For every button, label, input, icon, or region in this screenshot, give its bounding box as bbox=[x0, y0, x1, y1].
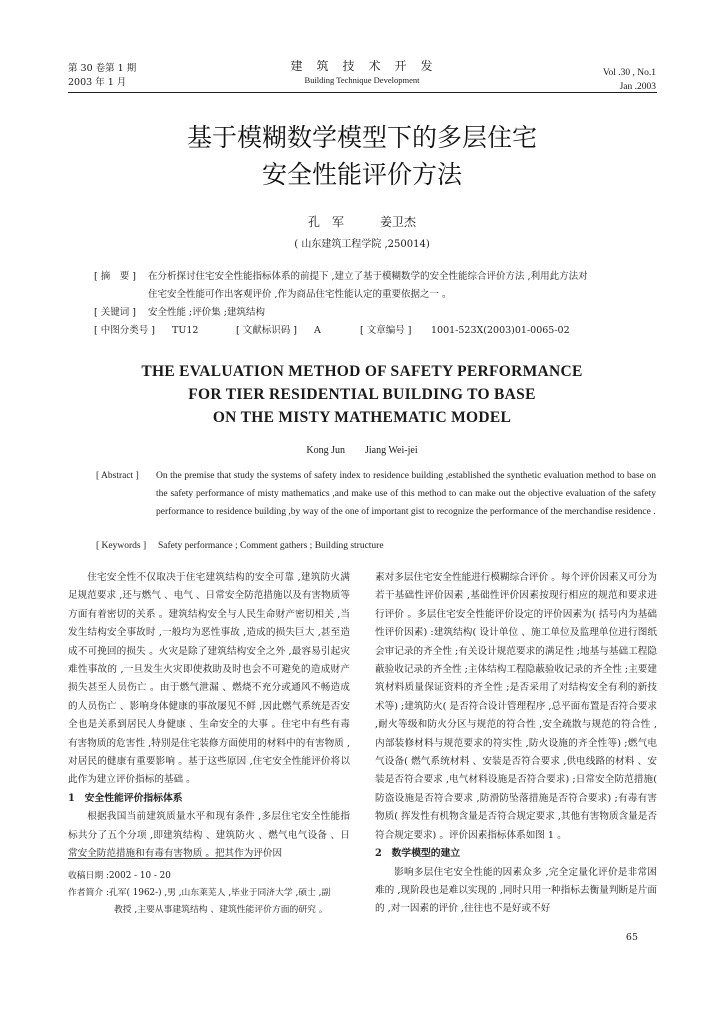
english-title-line-2: FOR TIER RESIDENTIAL BUILDING TO BASE bbox=[188, 386, 536, 403]
english-title-line-3: ON THE MISTY MATHEMATIC MODEL bbox=[212, 409, 512, 426]
body-left-column bbox=[68, 569, 350, 864]
footnote-rule bbox=[68, 858, 260, 859]
english-title-line-1: THE EVALUATION METHOD OF SAFETY PERFORMANCE bbox=[141, 363, 583, 380]
issue-volume-en: Vol .30 , No.1 bbox=[602, 68, 656, 78]
body-paragraph: 根据我国当前建筑质量水平和现有条件 ,多层住宅安全性能指标共分了五个分项 ,即建筑结构 、建筑防火 、燃气电气设备 、日常安全防范措施和有毒有害物质 。把其作为评价因 bbox=[68, 811, 350, 860]
body-paragraph: 住宅安全性不仅取决于住宅建筑结构的安全可靠 ,建筑防火满足规范要求 ,还与燃气 、电气 、日常安全防范措施以及有害物质等方面有着密切的关系 。建筑结构安全与人民生命财产密切相关 ,当发生结构安全事故时 ,一般均为恶性事故 ,造成的损失巨大 ,甚至造成不可挽回的损失 。火灾是除了建筑结构安全之外 ,最容易引起灾难性事故的 ,一旦发生火灾即使救助及时也会不可避免的造成财产损失甚至人员伤亡 。由于燃气泄漏 、燃烧不充分或通风不畅造成的人员伤亡 、影响身体健康的事故屡见不鲜 ,因此燃气系统是否安全也是关系到居民人身健康 、生命安全的大事 。住宅中有些有毒有害物质的危害性 ,特别是住宅装修方面使用的材料中的有害物质 ,对居民的健康有重要影响 。基于这些原因 ,住宅安全性能评价将以此作为建立评价指标的基础 。 bbox=[68, 572, 350, 786]
issue-info-en bbox=[603, 66, 656, 94]
article-id-value: 1001-523X(2003)01-0065-02 bbox=[431, 325, 570, 336]
authors-cn: 孔 军 姜卫杰 bbox=[307, 215, 416, 229]
body-paragraph: 影响多层住宅安全性能的因素众多 ,完全定量化评价是非常困难的 ,现阶段也是难以实现的 ,同时只用一种指标去衡量判断是片面的 ,对一因素的评价 ,往往也不是好或不好 bbox=[375, 866, 657, 915]
affiliation: ( 山东建筑工程学院 ,250014) bbox=[294, 239, 430, 250]
title-line-2: 安全性能评价方法 bbox=[261, 160, 462, 189]
issue-date: 2003 年 1 月 bbox=[68, 77, 127, 88]
title-line-1: 基于模糊数学模型下的多层住宅 bbox=[186, 123, 537, 152]
english-abstract-label: [ Abstract ] bbox=[96, 471, 139, 481]
english-keywords-label: [ Keywords ] bbox=[96, 541, 147, 551]
body-paragraph: 素对多层住宅安全性能进行模糊综合评价 。每个评价因素又可分为若干基础性评价因素 ,基础性评价因素按现行相应的规范和要求进行评价 。多层住宅安全性能评价设定的评价因素为( 括号内为基础性评价因素) :建筑结构( 设计单位 、施工单位及监理单位进行图纸会审记录的齐全性 ;有关设计规范要求的满足性 ;地基与基础工程隐蔽验收记录的齐全性 ;主体结构工程隐蔽验收记录的齐全性 ;主要建筑材料质量保证资料的齐全性 ;是否采用了对结构安全有利的新技术等) ;建筑防火( 是否符合设计管理程序 ,总平面布置是否符合要求 ,耐火等级和防火分区与规范的符合性 ,安全疏散与规范的符合性 ,内部装修材料与规范要求的符实性 ,防火设施的齐全性等) ;燃气电气设备( 燃气系统材料 、安装是否符合要求 ,供电线路的材料 、安装是否符合要求 ,电气材料设施是否符合要求) ;日常安全防范措施( 防盗设施是否符合要求 ,防滑防坠落措施是否符合要求) ;有毒有害物质( 挥发性有机物含量是否符合规定要求 ,其他有害物质含量是否符合规定要求) 。评价因素指标体系如图 1 。 bbox=[375, 572, 657, 841]
english-abstract bbox=[96, 467, 656, 521]
page-number: 65 bbox=[625, 932, 638, 943]
journal-name-cn: 建 筑 技 术 开 发 bbox=[290, 59, 434, 73]
keywords-label: [ 关键词 ] bbox=[94, 307, 136, 318]
clc-label: [ 中图分类号 ] bbox=[94, 325, 155, 336]
footnote bbox=[68, 868, 358, 919]
abstract-line-2: 住宅安全性能可作出客观评价 ,作为商品住宅性能认定的重要依据之一 。 bbox=[148, 289, 452, 300]
author-intro: 作者简介 :孔军( 1962-) ,男 ,山东莱芜人 ,毕业于同济大学 ,硕士 ,副 bbox=[68, 888, 331, 898]
section-heading-2: 2 数学模型的建立 bbox=[375, 848, 461, 860]
english-authors: Kong Jun Jiang Wei-jei bbox=[306, 445, 418, 456]
issue-volume: 第 30 卷第 1 期 bbox=[68, 63, 137, 74]
received-date: 收稿日期 :2002 - 10 - 20 bbox=[68, 871, 171, 881]
abstract-label: [ 摘 要 ] bbox=[94, 271, 136, 282]
author-intro-cont: 教授 ,主要从事建筑结构 、建筑性能评价方面的研究 。 bbox=[114, 905, 328, 915]
article-id-label: [ 文章编号 ] bbox=[360, 325, 412, 336]
section-heading-1: 1 安全性能评价指标体系 bbox=[68, 792, 183, 804]
keywords: 安全性能 ;评价集 ;建筑结构 bbox=[148, 307, 265, 318]
issue-date-en: Jan .2003 bbox=[619, 82, 656, 92]
abstract-line-1: 在分析探讨住宅安全性能指标体系的前提下 ,建立了基于模糊数学的安全性能综合评价方法 ,利用此方法对 bbox=[148, 271, 588, 282]
english-keywords: Safety performance ; Comment gathers ; Building structure bbox=[158, 541, 384, 551]
english-abstract-text: On the premise that study the systems of safety index to residence building ,established the synthetic evaluation method to base on the safety performance of misty mathematics ,and make use of this method to can make out the objective evaluation of the safety performance to residence building ,by way of the one of important gist to recognize the performance of the merchandise residence . bbox=[156, 471, 656, 517]
journal-name-en: Building Technique Development bbox=[304, 75, 420, 85]
header-rule bbox=[68, 92, 657, 93]
body-right-column bbox=[375, 569, 657, 919]
clc-value: TU12 bbox=[172, 325, 199, 336]
doc-code-value: A bbox=[314, 325, 321, 336]
doc-code-label: [ 文献标识码 ] bbox=[236, 325, 297, 336]
